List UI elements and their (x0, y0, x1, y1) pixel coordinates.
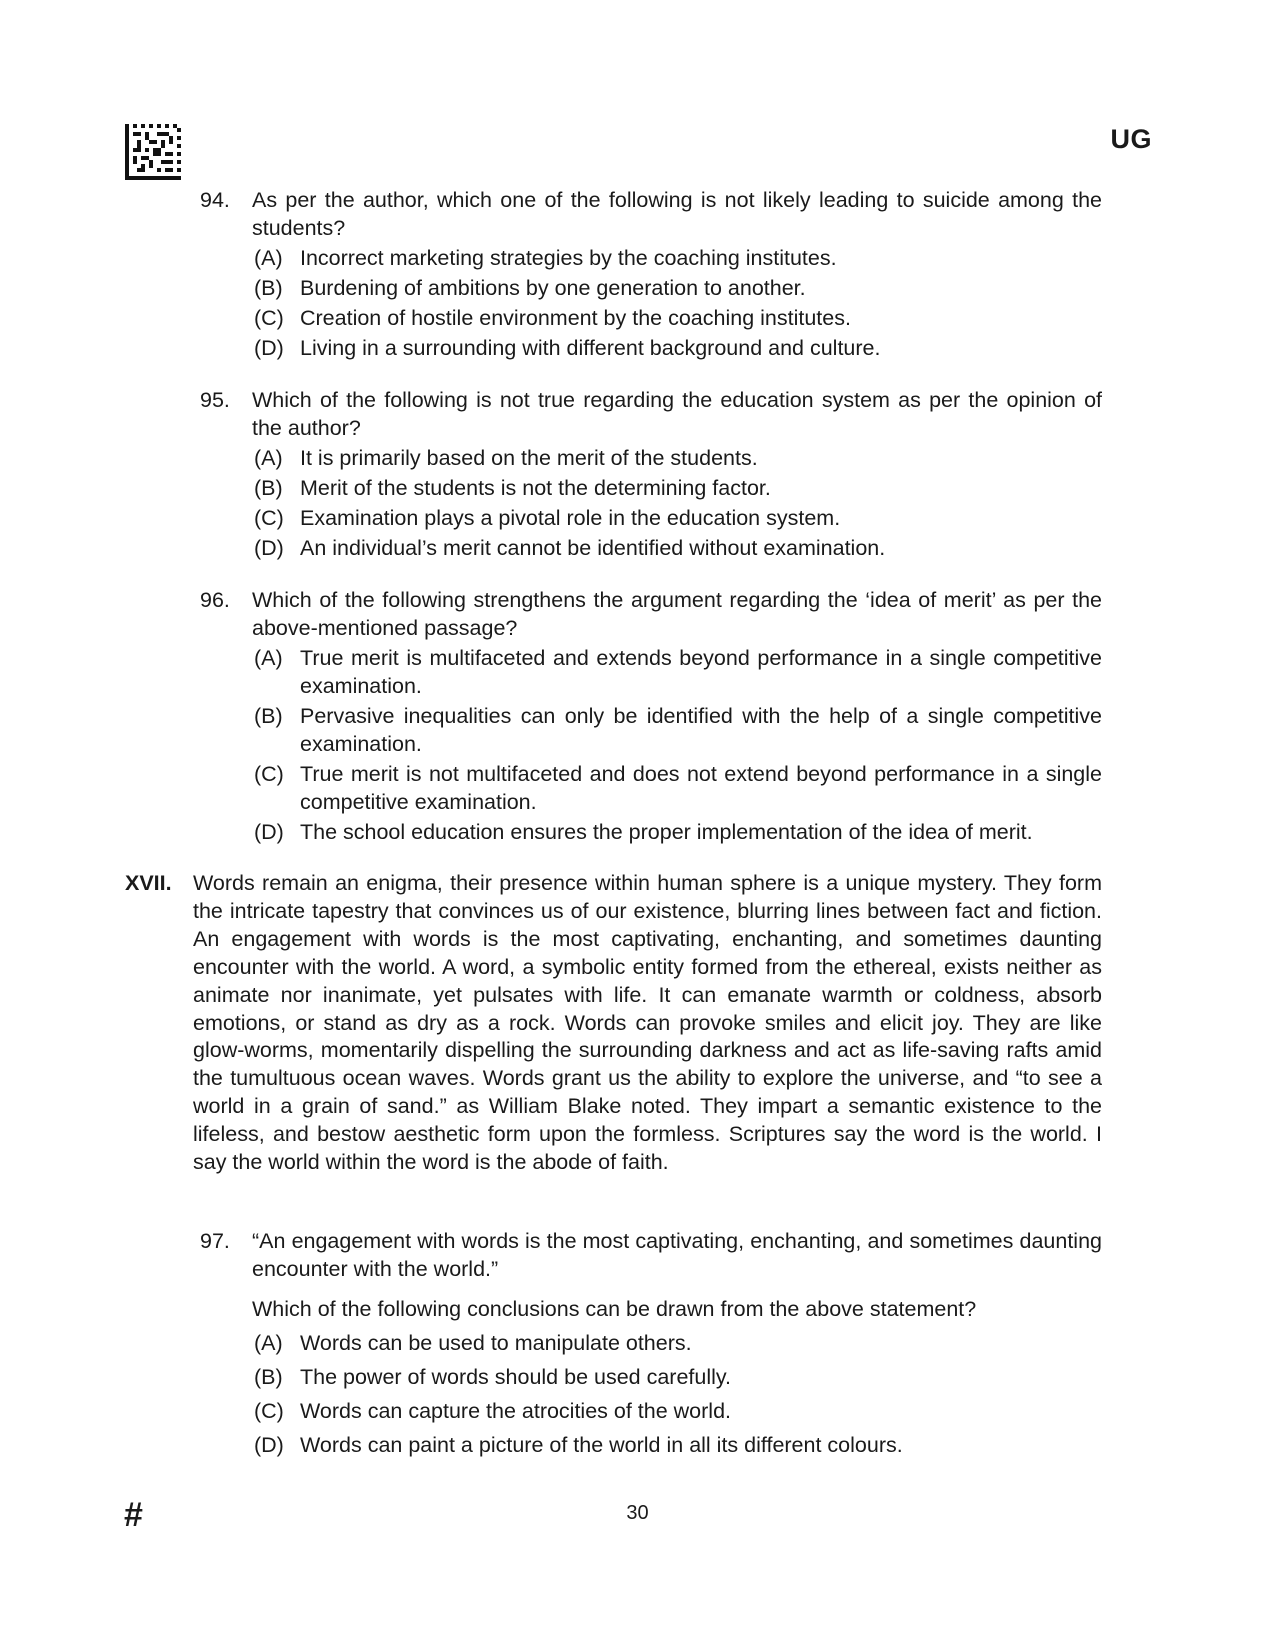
option-d[interactable] (252, 818, 1102, 846)
option-label: (A) (254, 446, 283, 470)
option-text: The school education ensures the proper implementation of the idea of merit. (300, 820, 1033, 844)
option-text: Creation of hostile environment by the coaching institutes. (300, 306, 851, 330)
option-list (252, 244, 1102, 362)
option-label: (C) (254, 306, 284, 330)
option-text: It is primarily based on the merit of the students. (300, 446, 758, 470)
option-text: Words can paint a picture of the world in all its different colours. (300, 1433, 903, 1457)
question-number: 96. (200, 588, 230, 612)
option-list (252, 444, 1102, 562)
option-b[interactable] (252, 1363, 1102, 1391)
option-list (252, 1329, 1102, 1459)
option-label: (A) (254, 1331, 283, 1355)
option-text: The power of words should be used carefully. (300, 1365, 732, 1389)
question-number: 94. (200, 188, 230, 212)
option-label: (C) (254, 762, 284, 786)
option-a[interactable] (252, 1329, 1102, 1357)
question-stem: Which of the following is not true regarding the education system as per the opinion of the author? (252, 388, 1102, 440)
option-text: An individual’s merit cannot be identified without examination. (300, 536, 886, 560)
option-c[interactable] (252, 1397, 1102, 1425)
question-number: 95. (200, 388, 230, 412)
option-label: (B) (254, 276, 283, 300)
option-text: Merit of the students is not the determining factor. (300, 476, 771, 500)
passage-xvii (125, 870, 1102, 1177)
question-97 (200, 1227, 1102, 1465)
option-text: True merit is multifaceted and extends beyond performance in a single competitive examination. (300, 646, 1102, 698)
page-number: 30 (626, 1502, 649, 1524)
option-a[interactable] (252, 244, 1102, 272)
option-c[interactable] (252, 304, 1102, 332)
qr-code-icon (125, 124, 181, 180)
question-stem: Which of the following conclusions can be drawn from the above statement? (252, 1297, 977, 1321)
option-text: Examination plays a pivotal role in the education system. (300, 506, 841, 530)
question-94 (200, 186, 1102, 364)
option-label: (B) (254, 476, 283, 500)
option-text: Pervasive inequalities can only be identified with the help of a single competitive examination. (300, 704, 1102, 756)
option-text: Living in a surrounding with different background and culture. (300, 336, 881, 360)
option-label: (B) (254, 1365, 283, 1389)
paper-code: UG (1110, 124, 1152, 154)
question-number: 97. (200, 1229, 230, 1253)
question-95 (200, 386, 1102, 564)
option-label: (D) (254, 536, 284, 560)
option-label: (B) (254, 704, 283, 728)
option-a[interactable] (252, 444, 1102, 472)
option-b[interactable] (252, 474, 1102, 502)
option-label: (D) (254, 336, 284, 360)
option-label: (D) (254, 820, 284, 844)
option-text: Words can be used to manipulate others. (300, 1331, 692, 1355)
option-label: (A) (254, 246, 283, 270)
option-d[interactable] (252, 1431, 1102, 1459)
option-c[interactable] (252, 504, 1102, 532)
option-text: Incorrect marketing strategies by the coaching institutes. (300, 246, 837, 270)
option-label: (C) (254, 506, 284, 530)
option-text: True merit is not multifaceted and does not extend beyond performance in a single competitive examination. (300, 762, 1102, 814)
option-label: (A) (254, 646, 283, 670)
question-stem: As per the author, which one of the following is not likely leading to suicide among the students? (252, 188, 1102, 240)
question-stem: Which of the following strengthens the argument regarding the ‘idea of merit’ as per the above-mentioned passage? (252, 588, 1102, 640)
passage-text: Words remain an enigma, their presence within human sphere is a unique mystery. They form the intricate tapestry that convinces us of our existence, blurring lines between fact and fiction. An engagement with words is the most captivating, enchanting, and sometimes daunting encounter with the world. A word, a symbolic entity formed from the ethereal, exists neither as animate nor inanimate, yet pulsates with life. It can emanate warmth or coldness, absorb emotions, or stand as dry as a rock. Words can provoke smiles and elicit joy. They are like glow-worms, momentarily dispelling the surrounding darkness and act as life-saving rafts amid the tumultuous ocean waves. Words grant us the ability to explore the universe, and “to see a world in a grain of sand.” as William Blake noted. They impart a semantic existence to the lifeless, and bestow aesthetic form upon the formless. Scriptures say the word is the world. I say the world within the word is the abode of faith. (193, 871, 1102, 1175)
passage-number: XVII. (125, 871, 172, 895)
option-b[interactable] (252, 274, 1102, 302)
option-list (252, 644, 1102, 846)
question-quote: “An engagement with words is the most captivating, enchanting, and sometimes daunting encounter with the world.” (252, 1229, 1102, 1281)
option-a[interactable] (252, 644, 1102, 700)
question-96 (200, 586, 1102, 848)
option-label: (C) (254, 1399, 284, 1423)
option-text: Words can capture the atrocities of the world. (300, 1399, 732, 1423)
option-text: Burdening of ambitions by one generation to another. (300, 276, 806, 300)
option-d[interactable] (252, 334, 1102, 362)
option-d[interactable] (252, 534, 1102, 562)
option-c[interactable] (252, 760, 1102, 816)
option-b[interactable] (252, 702, 1102, 758)
option-label: (D) (254, 1433, 284, 1457)
footer-hash-mark: # (124, 1496, 143, 1534)
